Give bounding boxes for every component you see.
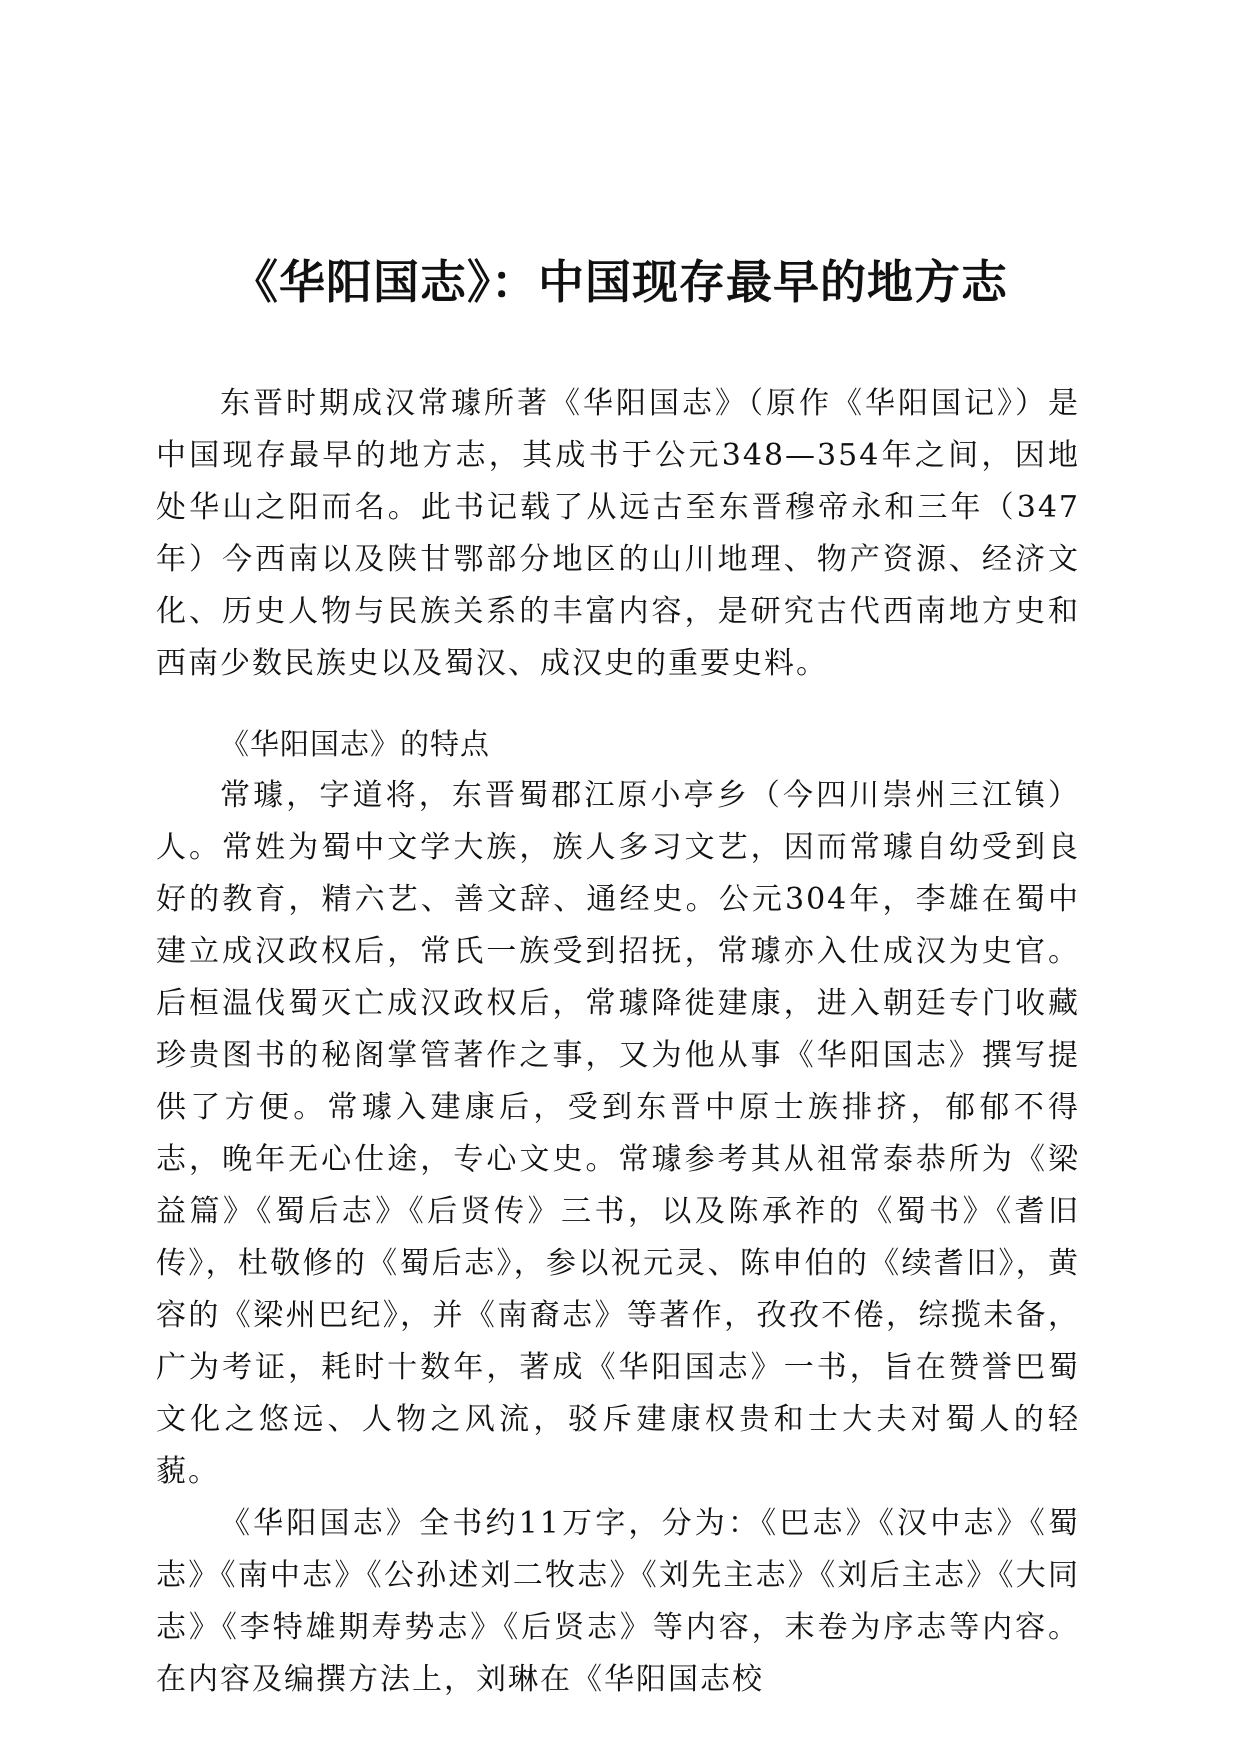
section-heading: 《华阳国志》的特点 xyxy=(220,727,491,761)
section-paragraph: 常璩，字道将，东晋蜀郡江原小亭乡（今四川崇州三江镇）人。常姓为蜀中文学大族，族人多习文艺，因而常璩自幼受到良好的教育，精六艺、善文辞、通经史。公元304年，李雄在蜀中建立成汉政权后，常氏一族受到招抚，常璩亦入仕成汉为史官。后桓温伐蜀灭亡成汉政权后，常璩降徙建康，进入朝廷专门收藏珍贵图书的秘阁掌管著作之事，又为他从事《华阳国志》撰写提供了方便。常璩入建康后，受到东晋中原士族排挤，郁郁不得志，晚年无心仕途，专心文史。常璩参考其从祖常泰恭所为《梁益篇》《蜀后志》《后贤传》三书，以及陈承祚的《蜀书》《耆旧传》，杜敬修的《蜀后志》，参以祝元灵、陈申伯的《续耆旧》，黄容的《梁州巴纪》，并《南裔志》等著作，孜孜不倦，综揽未备，广为考证，耗时十数年，著成《华阳国志》一书，旨在赞誉巴蜀文化之悠远、人物之风流，驳斥建康权贵和士大夫对蜀人的轻藐。 xyxy=(156,778,1080,1489)
document-body xyxy=(156,378,1080,1706)
intro-paragraph: 东晋时期成汉常璩所著《华阳国志》（原作《华阳国记》）是中国现存最早的地方志，其成书于公元348—354年之间，因地处华山之阳而名。此书记载了从远古至东晋穆帝永和三年（347年）今西南以及陕甘鄂部分地区的山川地理、物产资源、经济文化、历史人物与民族关系的丰富内容，是研究古代西南地方史和西南少数民族史以及蜀汉、成汉史的重要史料。 xyxy=(156,386,1080,681)
section-paragraph: 《华阳国志》全书约11万字，分为：《巴志》《汉中志》《蜀志》《南中志》《公孙述刘二牧志》《刘先主志》《刘后主志》《大同志》《李特雄期寿势志》《后贤志》等内容，末卷为序志等内容。在内容及编撰方法上，刘琳在《华阳国志校 xyxy=(156,1506,1080,1697)
document-title: 《华阳国志》：中国现存最早的地方志 xyxy=(232,255,1008,309)
